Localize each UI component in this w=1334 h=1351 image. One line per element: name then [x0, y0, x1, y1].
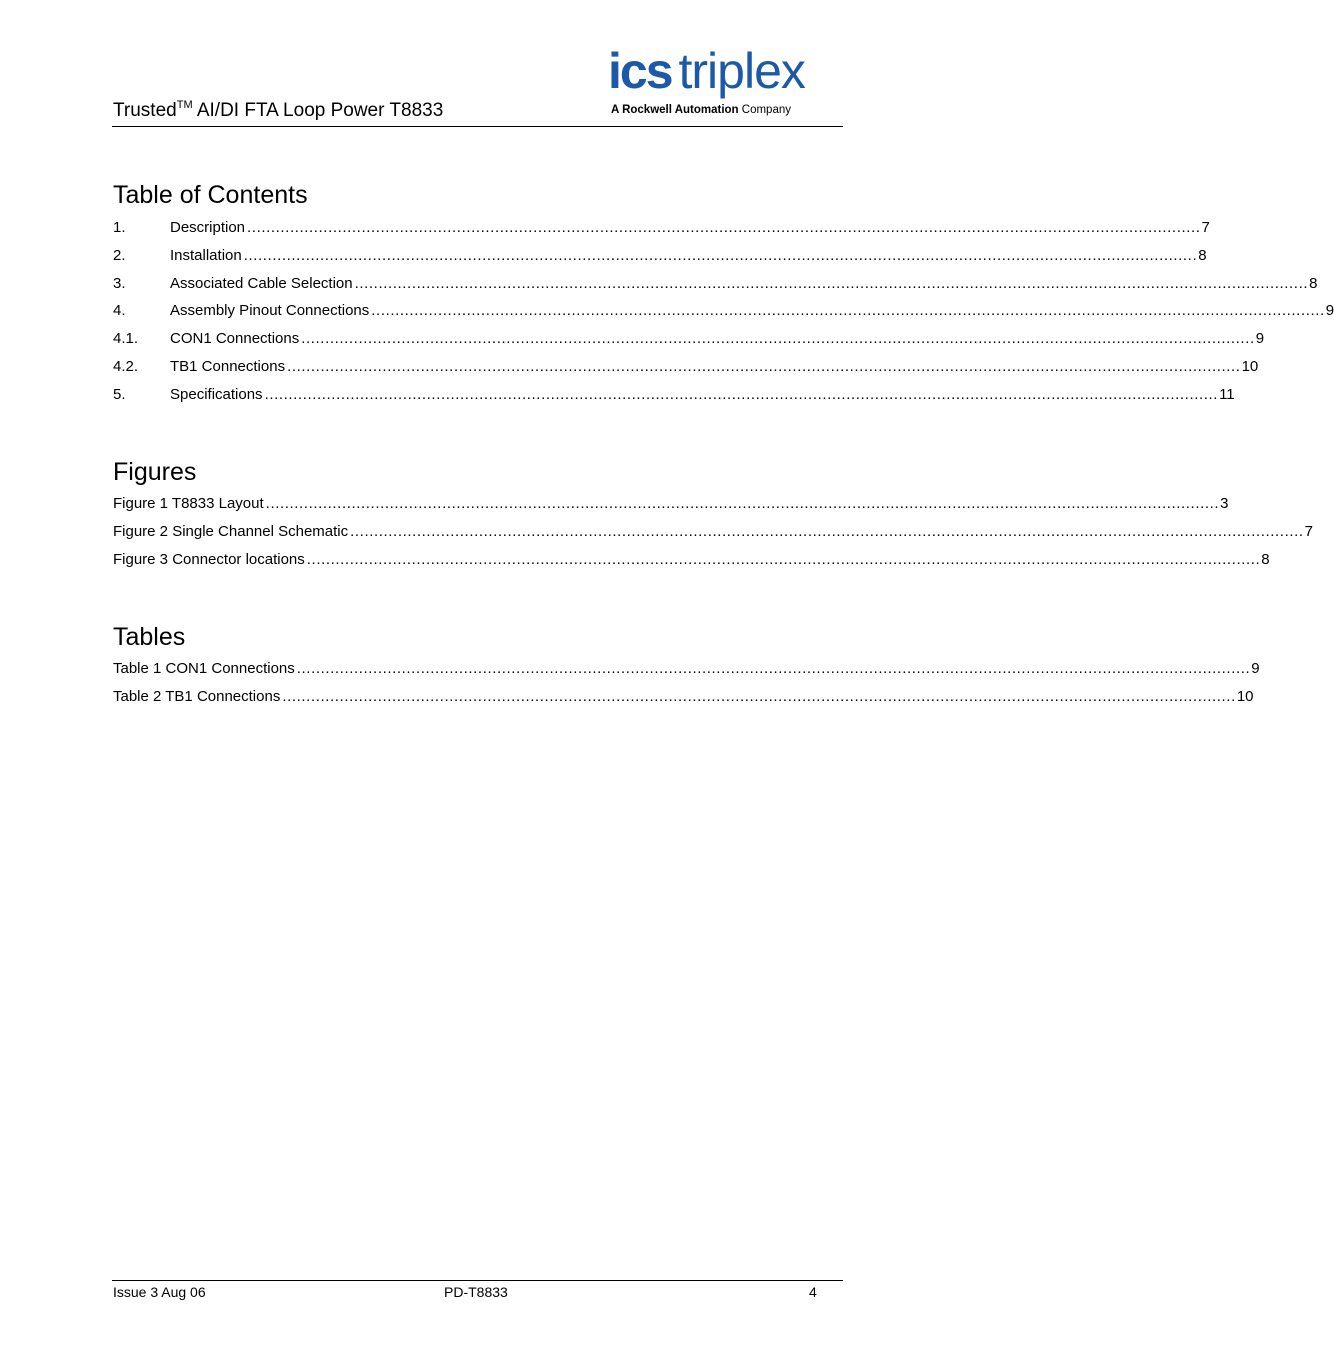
toc-entry-title: CON1 Connections [170, 330, 300, 348]
tables-heading: Tables [113, 623, 186, 651]
toc-entry[interactable] [113, 274, 1318, 294]
toc-entry-title: Installation [170, 246, 242, 264]
toc-entry[interactable] [113, 357, 1259, 377]
toc-entry-title: Assembly Pinout Connections [170, 302, 370, 320]
figures-entry[interactable] [113, 522, 1313, 542]
figures-entry-page: 8 [1261, 551, 1270, 568]
figures-entry-title: Figure 3 Connector locations [113, 551, 305, 568]
toc-entry-number: 4.2. [113, 358, 139, 375]
toc-entry-page: 11 [1219, 385, 1235, 403]
tables-entry[interactable] [113, 659, 1260, 679]
toc-entry[interactable] [113, 218, 1210, 238]
logo-tagline [611, 103, 791, 117]
toc-entry-page: 10 [1241, 358, 1259, 375]
toc-entry-number: 1. [113, 219, 126, 236]
toc-entry-number: 3. [113, 274, 126, 292]
tables-entry-leader-dots: ........................................................................................................................................................................................................ [282, 688, 1236, 705]
toc-entry-page: 7 [1201, 219, 1210, 236]
header-title-trademark: TM [176, 98, 193, 111]
tables-entry-title: Table 2 TB1 Connections [113, 688, 281, 705]
figures-entry-title: Figure 2 Single Channel Schematic [113, 523, 349, 540]
toc-entry-leader-dots: ........................................................................................................................................................................................................ [264, 385, 1219, 403]
figures-entry-title: Figure 1 T8833 Layout [113, 495, 264, 512]
tables-entry-leader-dots: ........................................................................................................................................................................................................ [296, 660, 1251, 677]
footer-divider [112, 1280, 843, 1281]
toc-heading: Table of Contents [113, 181, 308, 209]
toc-entry[interactable] [113, 329, 1265, 349]
toc-entry-title: Specifications [170, 385, 263, 403]
tables-entry[interactable] [113, 687, 1254, 707]
tables-entry-title: Table 1 CON1 Connections [113, 660, 295, 677]
footer-page-number: 4 [809, 1284, 817, 1300]
header-title-prefix: Trusted [113, 100, 177, 121]
figures-entry[interactable] [113, 494, 1229, 514]
toc-entry-page: 9 [1255, 330, 1265, 348]
toc-entry-title: Associated Cable Selection [170, 274, 353, 292]
toc-entry-page: 8 [1309, 274, 1318, 292]
logo-wordmark-light: triplex [678, 43, 805, 99]
company-logo [608, 44, 844, 122]
logo-tagline-bold: A Rockwell Automation [611, 104, 739, 116]
figures-entry-leader-dots: ........................................................................................................................................................................................................ [306, 551, 1261, 568]
toc-entry-leader-dots: ........................................................................................................................................................................................................ [301, 330, 1255, 348]
header-title [113, 98, 443, 124]
toc-entry-leader-dots: ........................................................................................................................................................................................................ [354, 274, 1309, 292]
toc-entry-number: 4.1. [113, 330, 139, 348]
figures-entry[interactable] [113, 550, 1270, 570]
figures-entry-leader-dots: ........................................................................................................................................................................................................ [350, 523, 1304, 540]
header-title-suffix: AI/DI FTA Loop Power T8833 [192, 100, 444, 121]
toc-entry-leader-dots: ........................................................................................................................................................................................................ [287, 358, 1241, 375]
toc-entry[interactable] [113, 385, 1235, 405]
logo-wordmark [608, 44, 805, 98]
toc-entry-title: TB1 Connections [170, 358, 286, 375]
toc-entry-leader-dots: ........................................................................................................................................................................................................ [243, 246, 1198, 264]
figures-heading: Figures [113, 458, 197, 486]
toc-entry-number: 4. [113, 302, 126, 320]
toc-entry[interactable] [113, 246, 1207, 266]
figures-entry-page: 3 [1220, 495, 1229, 512]
toc-entry-leader-dots: ........................................................................................................................................................................................................ [371, 302, 1325, 320]
toc-entry-title: Description [170, 219, 246, 236]
toc-entry-leader-dots: ........................................................................................................................................................................................................ [247, 219, 1201, 236]
toc-entry-number: 2. [113, 246, 126, 264]
header-divider [112, 126, 843, 127]
logo-tagline-light: Company [738, 104, 791, 116]
tables-entry-page: 10 [1236, 688, 1254, 705]
footer-issue: Issue 3 Aug 06 [113, 1284, 206, 1300]
logo-wordmark-bold: ics [608, 43, 672, 99]
toc-entry[interactable] [113, 301, 1334, 321]
toc-entry-number: 5. [113, 385, 126, 403]
tables-entry-page: 9 [1251, 660, 1260, 677]
toc-entry-page: 9 [1325, 302, 1334, 320]
footer-doc-id: PD-T8833 [444, 1284, 508, 1300]
toc-entry-page: 8 [1198, 246, 1207, 264]
figures-entry-page: 7 [1304, 523, 1313, 540]
figures-entry-leader-dots: ........................................................................................................................................................................................................ [265, 495, 1220, 512]
